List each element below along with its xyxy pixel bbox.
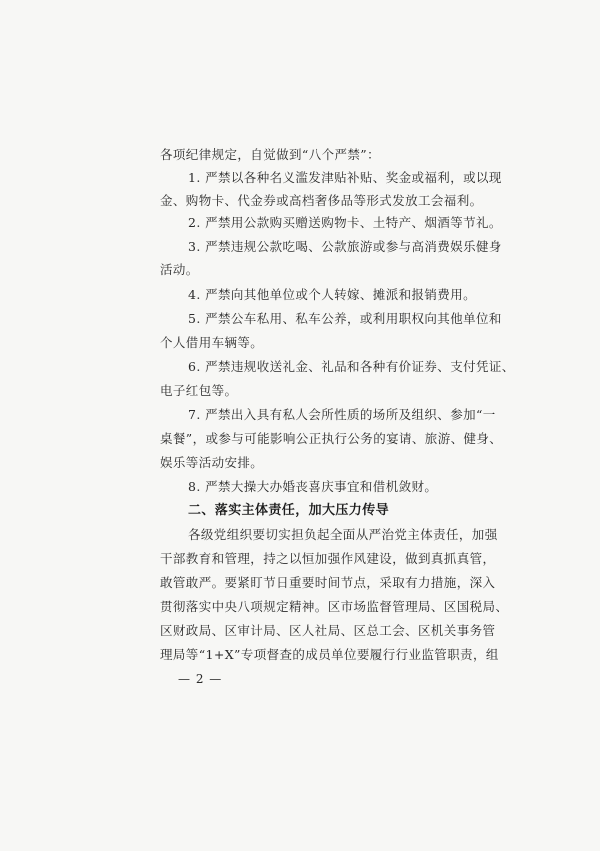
text-line: 1. 严禁以各种名义滥发津贴补贴、奖金或福利，或以现 <box>188 170 502 185</box>
text-line: 8. 严禁大操大办婚丧喜庆事宜和借机敛财。 <box>188 479 438 494</box>
section-heading: 二、落实主体责任，加大压力传导 <box>188 503 390 518</box>
body-line: 区财政局、区审计局、区人社局、区总工会、区机关事务管 <box>160 623 496 638</box>
text-line: 2. 严禁用公款购买赠送购物卡、土特产、烟酒等节礼。 <box>188 215 502 230</box>
text-line: 娱乐等活动安排。 <box>160 455 264 470</box>
text-line: 桌餐”，或参与可能影响公正执行公务的宴请、旅游、健身、 <box>160 431 503 446</box>
text-line: 个人借用车辆等。 <box>160 335 264 350</box>
text-line: 7. 严禁出入具有私人会所性质的场所及组织、参加“一 <box>188 407 496 422</box>
body-line: 敢管敢严。要紧盯节日重要时间节点，采取有力措施，深入 <box>160 575 496 590</box>
page-number: — 2 — <box>178 672 223 686</box>
text-line: 5. 严禁公车私用、私车公养，或利用职权向其他单位和 <box>188 311 502 326</box>
text-line: 电子红包等。 <box>160 383 238 398</box>
body-line: 理局等“1+X”专项督查的成员单位要履行行业监管职责，组 <box>160 647 499 662</box>
body-line: 贯彻落实中央八项规定精神。区市场监督管理局、区国税局、 <box>160 599 509 614</box>
body-line: 干部教育和管理，持之以恒加强作风建设，做到真抓真管， <box>160 551 496 566</box>
text-line: 各项纪律规定，自觉做到“八个严禁”： <box>160 147 380 162</box>
text-line: 金、购物卡、代金券或高档奢侈品等形式发放工会福利。 <box>160 193 483 208</box>
text-line: 6. 严禁违规收送礼金、礼品和各种有价证券、支付凭证、 <box>188 359 515 374</box>
body-line: 各级党组织要切实担负起全面从严治党主体责任，加强 <box>188 527 498 542</box>
text-line: 3. 严禁违规公款吃喝、公款旅游或参与高消费娱乐健身 <box>188 239 502 254</box>
text-line: 4. 严禁向其他单位或个人转嫁、摊派和报销费用。 <box>188 287 477 302</box>
text-line: 活动。 <box>160 262 199 277</box>
